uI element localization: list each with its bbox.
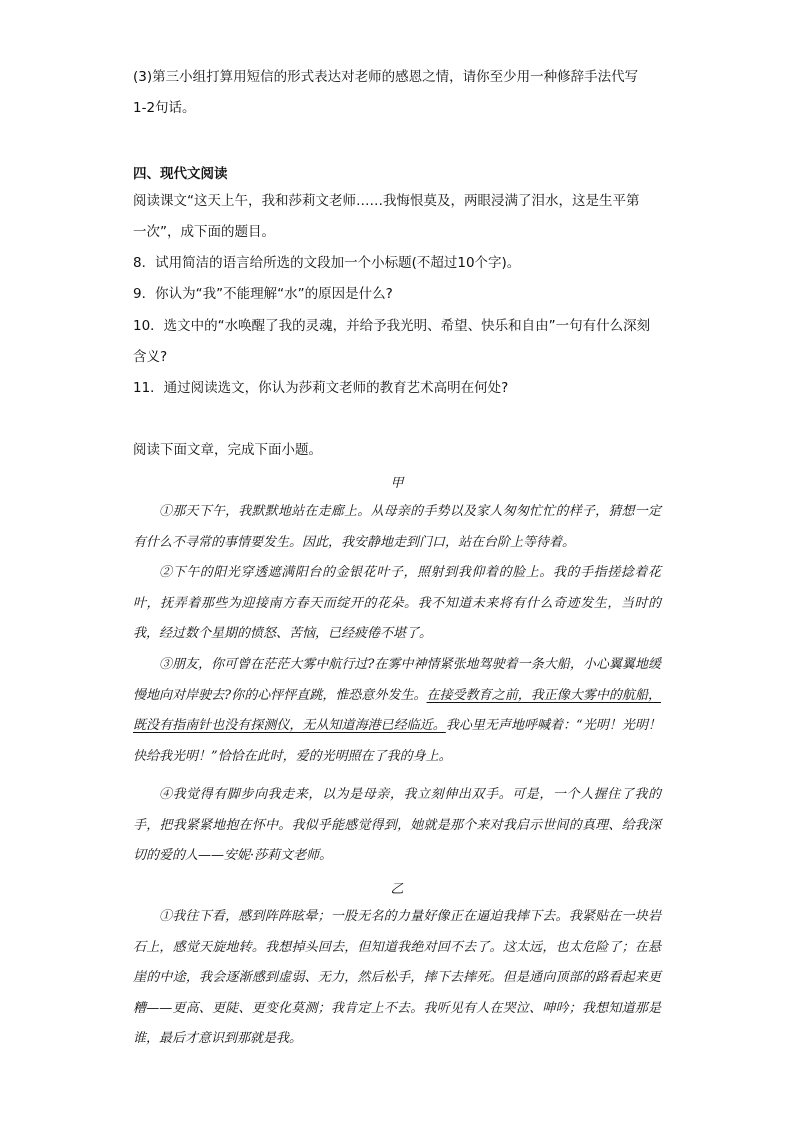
question-8: 8．试用简洁的语言给所选的文段加一个小标题(不超过10个字)。 (133, 255, 521, 271)
question-10-line-2: 含义? (133, 349, 168, 365)
question-11: 11．通过阅读选文，你认为莎莉文老师的教育艺术高明在何处? (133, 380, 509, 396)
section-4-intro-line-1: 阅读课文“这天上午，我和莎莉文老师……我悔恨莫及，两眼浸满了泪水，这是生平第 (133, 193, 640, 209)
section-4-intro-line-2: 一次”，成下面的题目。 (133, 224, 275, 240)
section-4-heading: 四、现代文阅读 (133, 166, 228, 182)
question-9: 9．你认为“我”不能理解“水”的原因是什么? (133, 286, 393, 302)
passage-jia-paragraph-2: ②下午的阳光穿透遮满阳台的金银花叶子，照射到我仰着的脸上。我的手指搓捻着花叶，抚弄着那些为迎接南方春天而绽开的花朵。我不知道未来将有什么奇迹发生，当时的我，经过数个星期的愤怒、苦恼，已经疲倦不堪了。 (133, 565, 661, 641)
question-10-line-1: 10．选文中的“水唤醒了我的灵魂，并给予我光明、希望、快乐和自由”一句有什么深刻 (133, 318, 651, 334)
passage-jia-paragraph-3 (133, 650, 661, 772)
question-3-line-2: 1-2句话。 (133, 100, 196, 116)
passage-jia-title: 甲 (390, 476, 404, 491)
paragraph-3-text-after: 我心里无声地呼喊着：“光明！光明！快给我光明！”恰恰在此时，爱的光明照在了我的身上。 (133, 718, 661, 764)
passage-yi-paragraph-1: ①我往下看，感到阵阵眩晕；一股无名的力量好像正在逼迫我摔下去。我紧贴在一块岩石上，感觉天旋地转。我想掉头回去，但知道我绝对回不去了。这太远，也太危险了；在悬崖的中途，我会逐渐感到虚弱、无力，然后松手，摔下去摔死。但是通向顶部的路看起来更糟——更高、更陡、更变化莫测；我肯定上不去。我听见有人在哭泣、呻吟；我想知道那是谁，最后才意识到那就是我。 (133, 909, 661, 1046)
passage-yi-title: 乙 (390, 882, 404, 897)
passage-jia-paragraph-4: ④我觉得有脚步向我走来，以为是母亲，我立刻伸出双手。可是，一个人握住了我的手，把我紧紧地抱在怀中。我似乎能感觉得到，她就是那个来对我启示世间的真理、给我深切的爱的人——安妮·莎莉文老师。 (133, 787, 661, 863)
paragraph-3-underlined-sentence: 在接受教育之前，我正像大雾中的航船，既没有指南针也没有探测仪，无从知道海港已经临近。 (133, 687, 661, 733)
paragraph-3-text-before: ③朋友，你可曾在茫茫大雾中航行过?在雾中神情紧张地驾驶着一条大船，小心翼翼地缓慢地向对岸驶去?你的心怦怦直跳，惟恐意外发生。 (133, 657, 661, 703)
passage-jia-paragraph-1: ①那天下午，我默默地站在走廊上。从母亲的手势以及家人匆匆忙忙的样子，猜想一定有什么不寻常的事情要发生。因此，我安静地走到门口，站在台阶上等待着。 (133, 504, 661, 550)
question-3-line-1: (3)第三小组打算用短信的形式表达对老师的感恩之情，请你至少用一种修辞手法代写 (133, 69, 639, 85)
reading-instruction: 阅读下面文章，完成下面小题。 (133, 442, 322, 458)
